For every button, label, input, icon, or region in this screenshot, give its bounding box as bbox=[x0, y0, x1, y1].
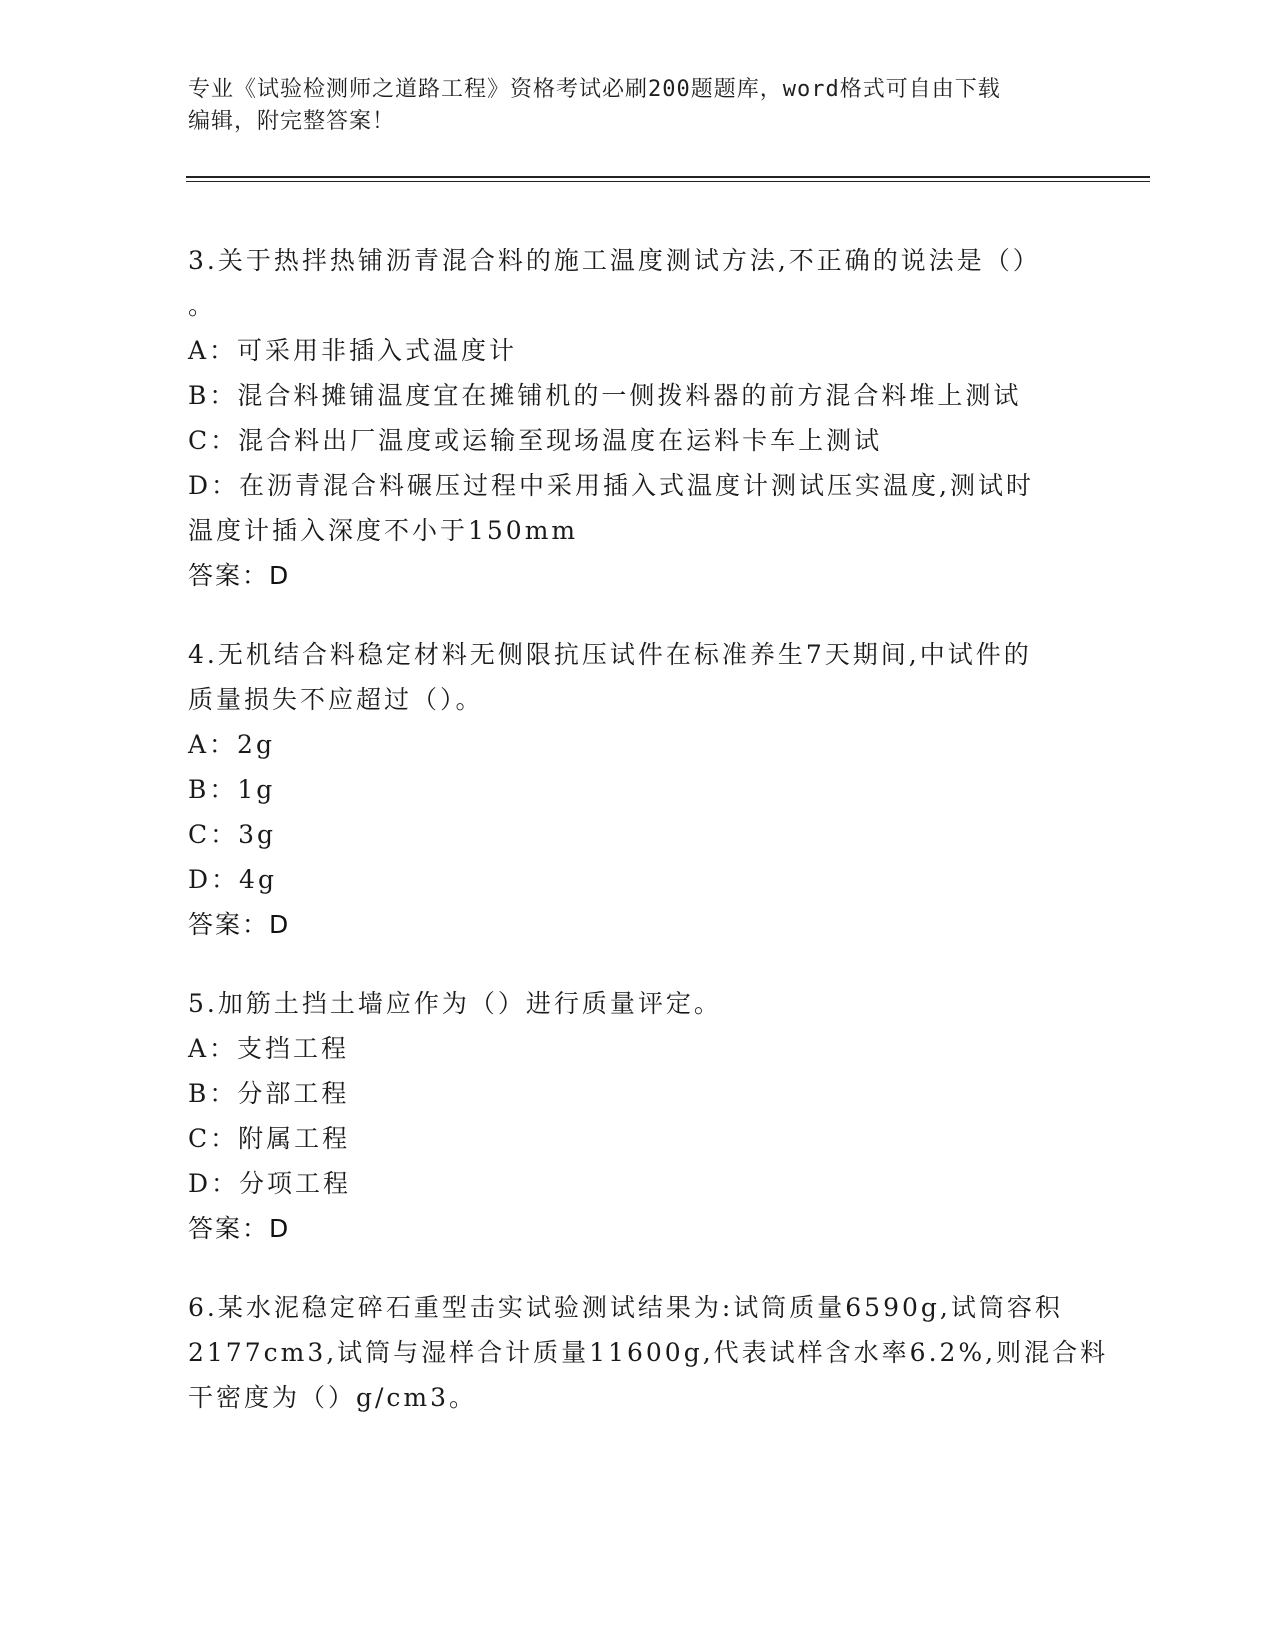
question-text: 3.关于热拌热铺沥青混合料的施工温度测试方法,不正确的说法是（） bbox=[188, 246, 1041, 275]
question-text: 5.加筋土挡土墙应作为（）进行质量评定。 bbox=[188, 989, 722, 1018]
question-text: 。 bbox=[188, 291, 217, 320]
question-text: 干密度为（）g/cm3。 bbox=[188, 1383, 478, 1412]
answer-option: B：混合料摊铺温度宜在摊铺机的一侧拨料器的前方混合料堆上测试 bbox=[188, 381, 1022, 410]
question-text: 4.无机结合料稳定材料无侧限抗压试件在标准养生7天期间,中试件的 bbox=[188, 640, 1032, 669]
question-text: 2177cm3,试筒与湿样合计质量11600g,代表试样含水率6.2%,则混合料 bbox=[188, 1338, 1109, 1367]
question-list bbox=[188, 238, 1109, 1454]
answer-option: 温度计插入深度不小于150mm bbox=[188, 516, 579, 545]
question-block bbox=[188, 632, 1088, 947]
answer-option: A：2g bbox=[188, 730, 275, 759]
header-line-1: 专业《试验检测师之道路工程》资格考试必刷200题题库，word格式可自由下载 bbox=[188, 77, 1001, 102]
answer-option: A：可采用非插入式温度计 bbox=[188, 336, 518, 365]
answer-option: D：分项工程 bbox=[188, 1169, 352, 1198]
answer-option: A：支挡工程 bbox=[188, 1034, 350, 1063]
answer-option: D：在沥青混合料碾压过程中采用插入式温度计测试压实温度,测试时 bbox=[188, 471, 1034, 500]
question-block bbox=[188, 1285, 1109, 1420]
document-header bbox=[188, 74, 1068, 138]
answer-option: C：3g bbox=[188, 820, 277, 849]
header-divider-thin bbox=[186, 181, 1150, 182]
answer-option: B：1g bbox=[188, 775, 276, 804]
answer-key: 答案：D bbox=[188, 1214, 291, 1243]
answer-option: C：混合料出厂温度或运输至现场温度在运料卡车上测试 bbox=[188, 426, 883, 455]
answer-option: D：4g bbox=[188, 865, 277, 894]
answer-key: 答案：D bbox=[188, 910, 291, 939]
question-text: 6.某水泥稳定碎石重型击实试验测试结果为:试筒质量6590g,试筒容积 bbox=[188, 1293, 1063, 1322]
header-divider bbox=[186, 176, 1150, 178]
question-block bbox=[188, 981, 1088, 1251]
answer-option: C：附属工程 bbox=[188, 1124, 351, 1153]
question-text: 质量损失不应超过（）。 bbox=[188, 685, 484, 714]
header-line-2: 编辑，附完整答案！ bbox=[188, 109, 396, 134]
question-block bbox=[188, 238, 1088, 598]
answer-option: B：分部工程 bbox=[188, 1079, 350, 1108]
answer-key: 答案：D bbox=[188, 561, 291, 590]
